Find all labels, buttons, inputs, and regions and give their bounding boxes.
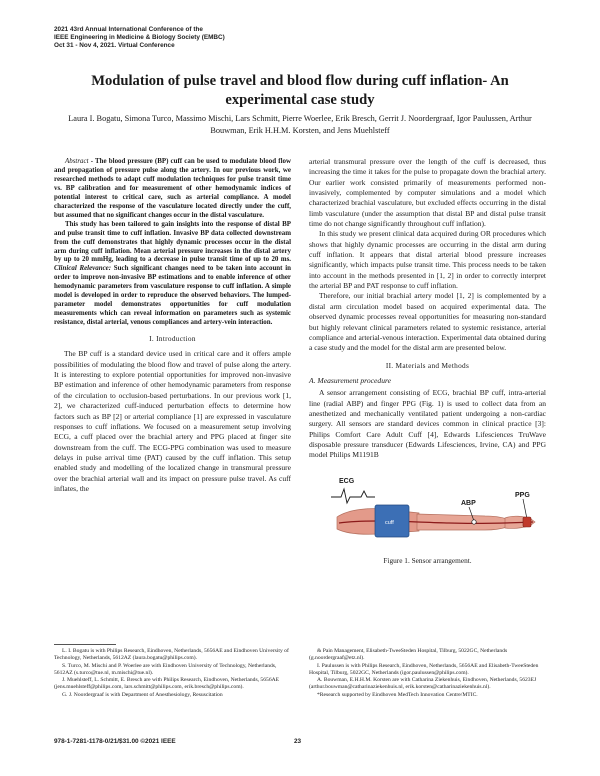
introduction-paragraph-4: Therefore, our initial brachial artery model [1, 2] is complemented by a distal arm circulation model based on acquired experimental data. The observed dynamic processes reveal opportunities for measuring non-standard but highly relevant clinical parameters related to systemic resistance, arterial compliance and arterial-venous interaction. Experimental data obtained during a case study and the model for the distal arm are presented below. (309, 291, 546, 353)
footnote-item: L. I. Bogatu is with Philips Research, Eindhoven, Netherlands, 5656AE and Eindhoven University of Technology, Netherlands, 5612AZ (laura.bogatu@philips.com). (54, 648, 289, 662)
ecg-label: ECG (339, 477, 355, 485)
abstract-paragraph-2b: Such significant changes need to be taken into account in order to improve non-invasive BP estimations and to enable inference of other hemodynamic parameters from vasculature response to cuff inflation. A simple model is developed in order to reproduce the observed behaviors. The lumped-parameter model demonstrates opportunities for cuff modulation measurements which can reveal information on parameters such as systemic resistance, distal arterial, venous compliances and artery-vein interaction. (54, 264, 291, 327)
footnote-item: J. Muehlsteff, L. Schmitt, E. Bresch are with Philips Research, Eindhoven, Netherlands, 5656AE (jens.muehlsteff@philips.com, lars.schmitt@philips.com, erik.bresch@philips.com). (54, 677, 280, 691)
footnotes-right (309, 648, 546, 699)
clinical-relevance-label: Clinical Relevance: (54, 264, 112, 273)
footnotes-left (54, 648, 291, 699)
figure-1-caption: Figure 1. Sensor arrangement. (383, 555, 472, 565)
left-column (54, 157, 291, 494)
introduction-body (54, 349, 291, 494)
footnote-divider (54, 644, 116, 645)
page-number: 23 (294, 738, 302, 745)
footnote-item: A. Bouwman, E.H.H.M. Korsten are with Catharina Ziekenhuis, Eindhoven, Netherlands, 5623EJ (arthur.bouwman@catharinaziekenhuis.nl, erik.korsten@catharinaziekenhuis.nl). (309, 677, 537, 691)
footnote-item: I. Paulussen is with Philips Research, Eindhoven, Netherlands, 5656AE and Elisabeth-TweeSteden Hospital, Tilburg, 5022GC, Netherlands (igor.paulussen@philips.com). (309, 662, 539, 676)
conference-line-1: 2021 43rd Annual International Conference of the (54, 26, 203, 33)
ppg-sensor-icon (523, 517, 531, 527)
footnote-item: S. Turco, M. Mischi and P. Woerlee are with Eindhoven University of Technology, Netherlands, 5612AZ (s.turco@tue.nl, m.mischi@tue.nl). (54, 662, 277, 676)
conference-line-2: IEEE Engineering in Medicine & Biology Society (EMBC) (54, 34, 225, 42)
abp-sensor-icon (472, 519, 476, 523)
abstract-paragraph-2: This study has been tailored to gain insights into the response of distal BP and pulse transit time to cuff inflation. Invasive BP data collected downstream from the cuff demonstrates that highly dynamic processes occur in the distal arm during cuff inflation. Mean arterial pressure increases in the distal artery by up to 20 mmHg, leading to a decrease in pulse transit time of up to 20 ms. (54, 219, 291, 264)
introduction-paragraph-3: In this study we present clinical data acquired during OR procedures which shows that highly dynamic processes are occurring in the distal arm during cuff inflation. It appears that distal arterial blood pressure increases significantly, which impacts pulse transit time. This process needs to be taken into account in the methods presented in [1, 2] in order to correctly interpret the arterial BP and PAT response to cuff inflation. (309, 229, 546, 291)
author-list: Laura I. Bogatu, Simona Turco, Massimo Mischi, Lars Schmitt, Pierre Woerlee, Erik Bresch, Gerrit J. Noordergraaf, Igor Paulussen, Arthur Bouwman, Erik H.H.M. Korsten, and Jens Muehlsteff (68, 114, 532, 136)
abstract-paragraph-1: The blood pressure (BP) cuff can be used to modulate blood flow and propagation of pressure pulse along the artery. In our previous work, we researched methods to adapt cuff modulation techniques for pulse transit time vs. BP calibration and for measurement of other hemodynamic indices of potential interest to critical care, such as arterial compliance. A model characterized the response of the vasculature located directly under the cuff, but assumed that no significant changes occur in the distal vasculature. (54, 157, 291, 219)
methods-paragraph-1: A sensor arrangement consisting of ECG, brachial BP cuff, intra-arterial line (radial ABP) and finger PPG (Fig. 1) is used to collect data from an anesthetized and mechanically ventilated patient undergoing a non-cardiac surgery. All sensors are standard devices common in clinical practice [3]: Philips Comfort Care Adult Cuff [4], Edwards Lifesciences TruWave disposable pressure transducer (Edwards Lifesciences, Irvine, CA) and PPG model Philips M1191B (309, 388, 546, 460)
section-heading-methods: II. Materials and Methods (385, 360, 470, 370)
ppg-label: PPG (515, 491, 530, 499)
footnote-item: *Research supported by Eindhoven MedTech Innovation Centre/MTIC. (317, 691, 478, 698)
conference-line-3: Oct 31 - Nov 4, 2021. Virtual Conference (54, 42, 175, 50)
abstract-label: Abstract (65, 157, 89, 165)
introduction-paragraph-1: The BP cuff is a standard device used in critical care and it offers ample possibilities of modulating the blood flow and travel of pulse along the artery. It is interesting to explore potential opportunities for improved non-invasive BP estimation and inference of other hemodynamic parameters from response of the circulation to occlusion-based perturbations. In our previous work [1, 2], we characterized cuff-induced perturbation effects to determine how factors such as BP [2] or arterial compliance [1] are expressed in vasculature responses to cuff inflations. We focused on a measurement setup involving ECG, a cuff placed over the brachial artery and PPG placed at finger site downstream from the cuff. The ECG-PPG combination was used to measure delays in pulse arrival time (PAT) caused by the cuff inflation. This setup enabled study and modelling of the localized change in transmural pressure over the brachial arterial wall and its impact on pressure pulse travel. As cuff inflates, the (54, 349, 291, 493)
right-column (309, 157, 546, 566)
figure-sensor-arrangement (309, 467, 546, 553)
introduction-continued (309, 157, 546, 354)
methods-body (309, 388, 546, 460)
sensor-arrangement-illustration (309, 467, 546, 553)
ppg-lead-line (523, 499, 527, 519)
section-heading-introduction: I. Introduction (149, 334, 196, 344)
ecg-waveform-icon (331, 489, 375, 503)
subsection-heading-measurement: A. Measurement procedure (309, 375, 392, 385)
paper-title: Modulation of pulse travel and blood flow during cuff inflation- An experimental case study (91, 73, 509, 108)
abp-label: ABP (461, 499, 476, 507)
copyright-isbn: 978-1-7281-1178-0/21/$31.00 ©2021 IEEE (54, 738, 176, 745)
cuff-label: cuff (385, 519, 394, 526)
introduction-paragraph-2: arterial transmural pressure over the length of the cuff is decreased, thus increasing the time it takes for the pulse to propagate down the brachial artery. Our earlier work consisted primarily of measurements performed non-invasively, complemented by computer simulations and a model which characterized brachial vasculature, but excluded effects occurring in the distal limb vasculature (under the assumption that distal BP and distal pulse transit time do not change significantly throughout cuff inflation). (309, 157, 546, 229)
footnote-item: & Pain Management, Elisabeth-TweeSteden Hospital, Tilburg, 5022GC, Netherlands (g.noordergraaf@etz.nl). (309, 648, 508, 662)
conference-header (54, 26, 384, 51)
footnote-item: G. J. Noordergraaf is with Department of Anesthesiology, Resuscitation (62, 691, 223, 698)
abstract: Abstract - The blood pressure (BP) cuff can be used to modulate blood flow and propagation of pressure pulse along the artery. In our previous work, we researched methods to adapt cuff modulation techniques for pulse transit time vs. BP calibration and for measurement of other hemodynamic indices of potential interest to critical care, such as arterial compliance. A model characterized the response of the vasculature located directly under the cuff, but assumed that no significant changes occur in the distal vasculature. This study has been tailored to gain insights into the response of distal BP and pulse transit time to cuff inflation. Invasive BP data collected downstream from the cuff demonstrates that highly dynamic processes occur in the distal arm during cuff inflation. Mean arterial pressure increases in the distal artery by up to 20 mmHg, leading to a decrease in pulse transit time of up to 20 ms. Clinical Relevance: Such significant changes need to be taken into account in order to improve non-invasive BP estimations and to enable inference of other hemodynamic parameters from vasculature response to cuff inflation. A simple model is developed in order to reproduce the observed behaviors. The lumped-parameter model demonstrates opportunities for cuff modulation measurements which can reveal information on parameters such as systemic resistance, distal arterial, venous compliances and artery-vein interaction. (54, 157, 291, 327)
